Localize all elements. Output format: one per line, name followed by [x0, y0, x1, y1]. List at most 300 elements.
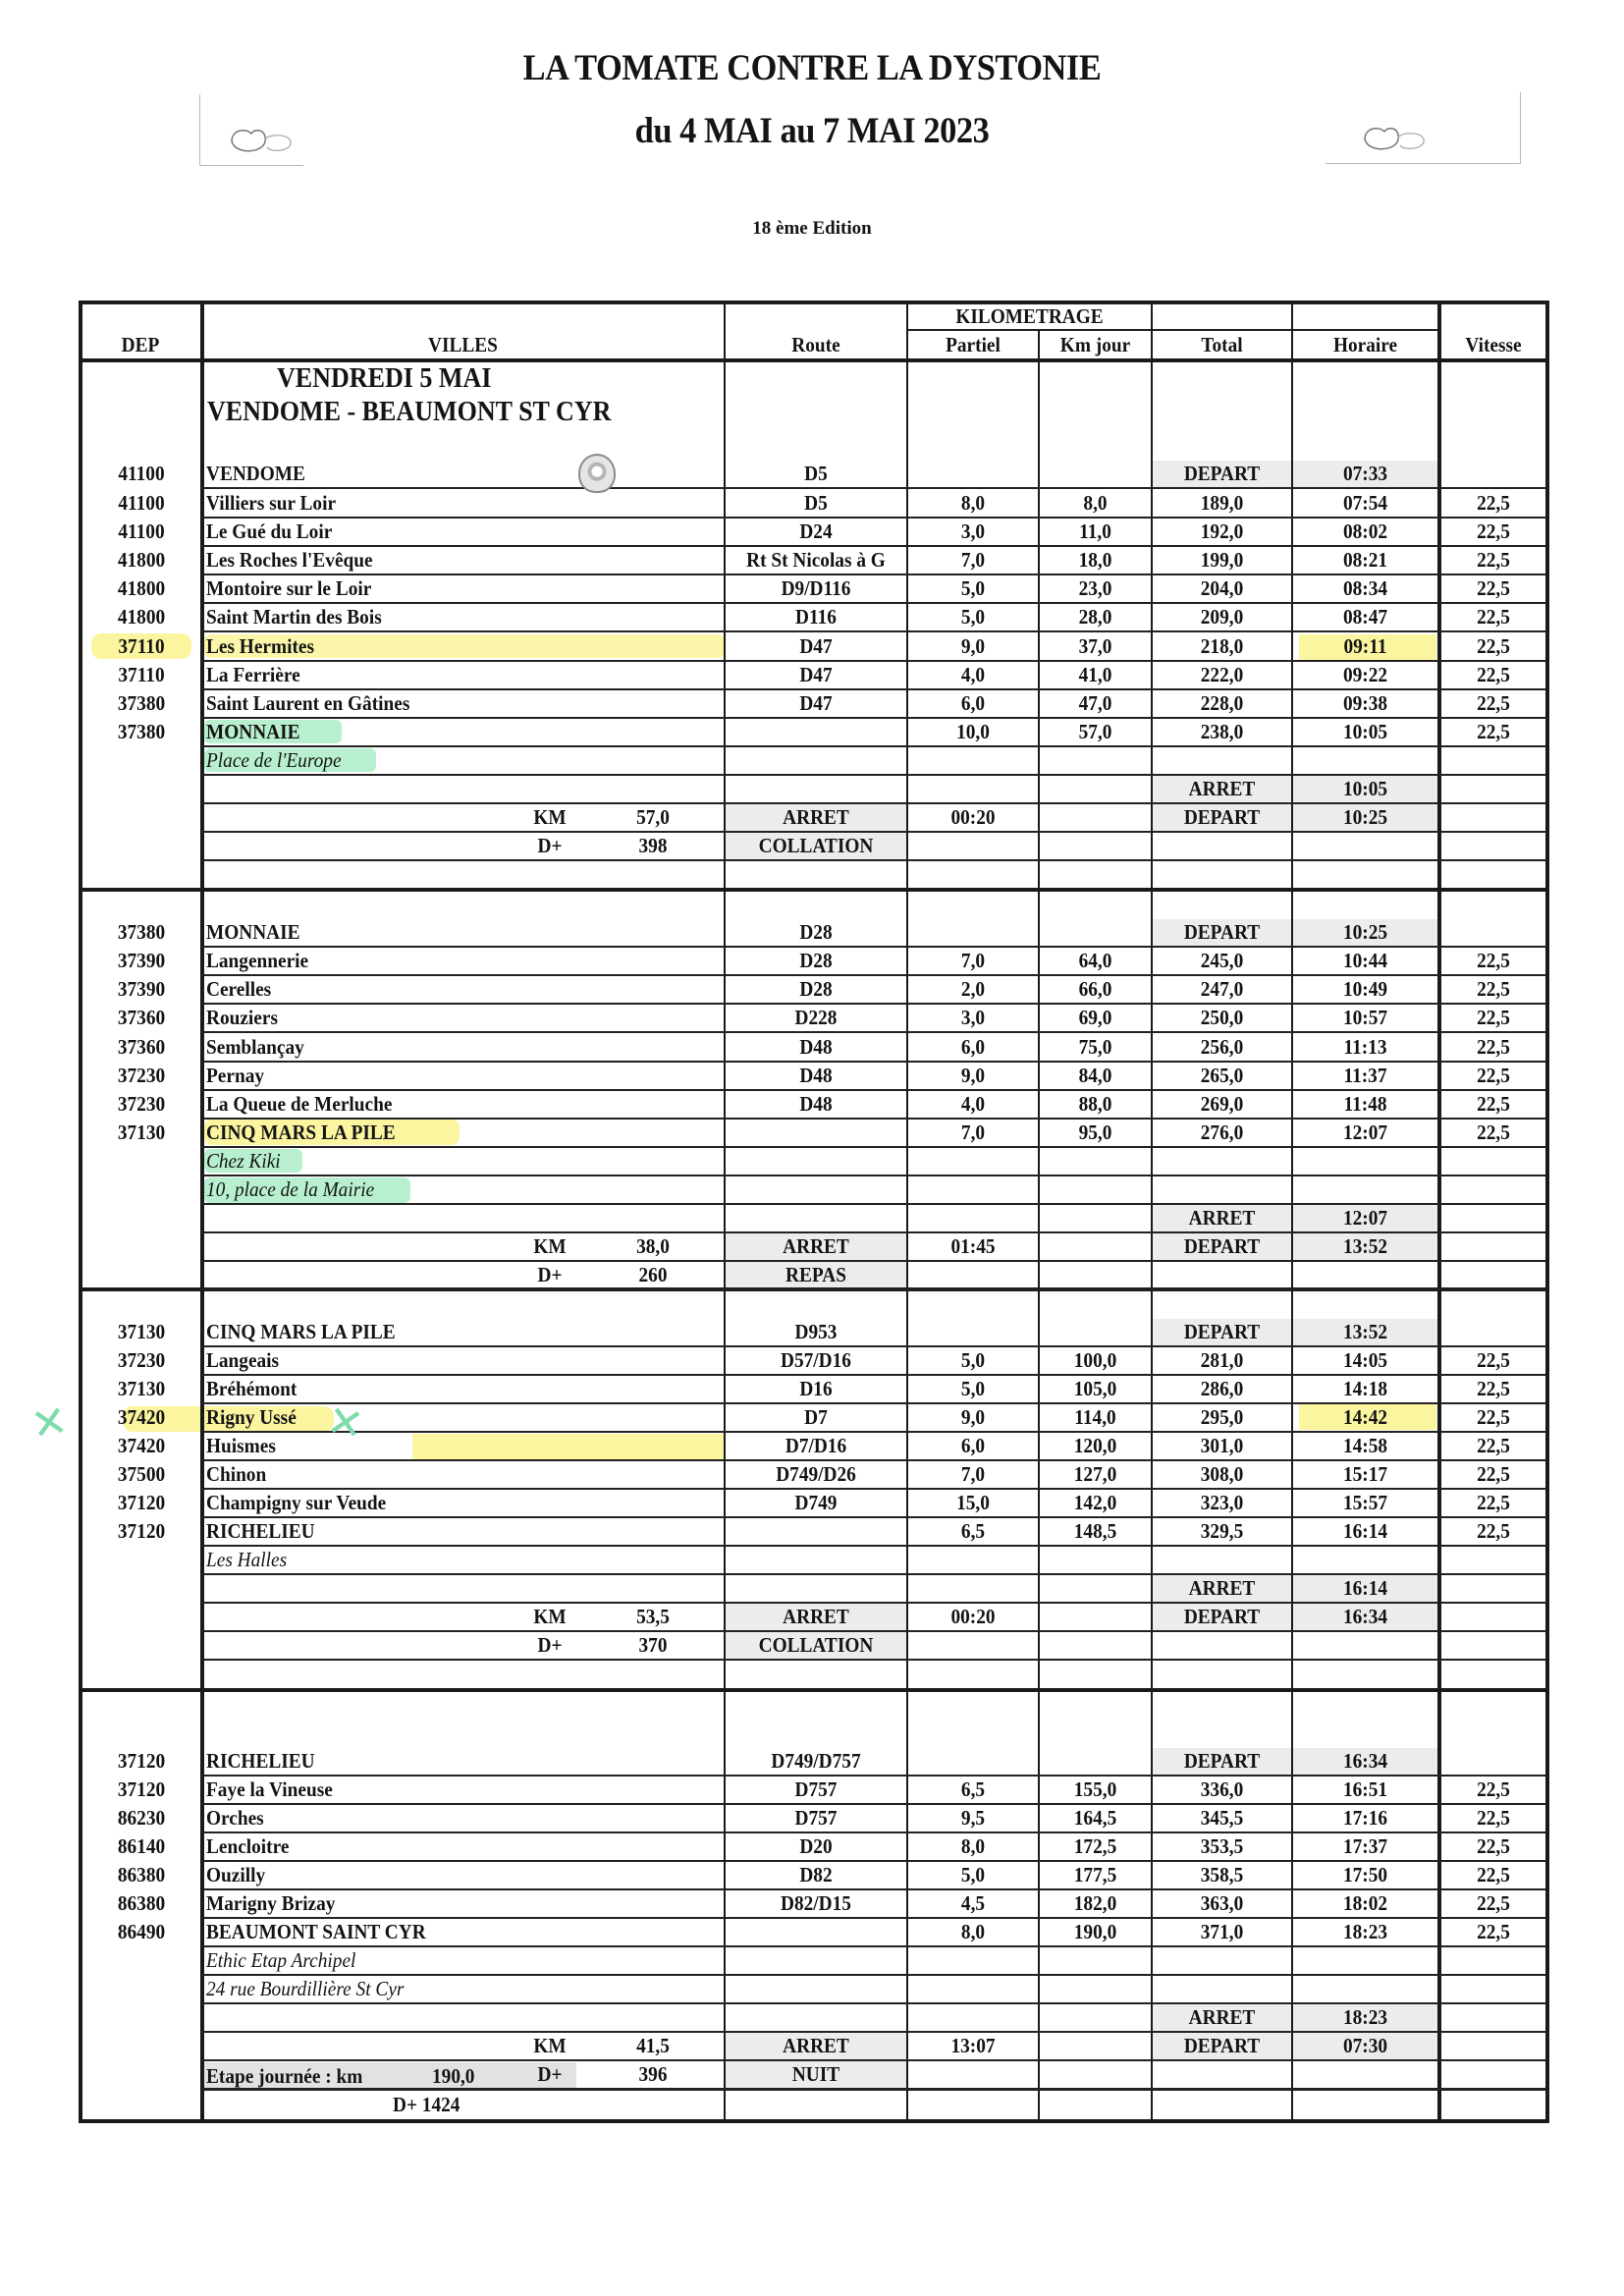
dep-code: 37110 — [118, 663, 165, 686]
vitesse: 22,5 — [1477, 720, 1510, 743]
route — [732, 1120, 898, 1145]
header-route: Route — [791, 333, 840, 356]
depart-label: DEPART — [1183, 805, 1261, 829]
section-separator — [79, 1688, 1549, 1692]
vitesse: 22,5 — [1477, 949, 1510, 972]
stop-reason: COLLATION — [758, 1633, 874, 1657]
horaire: 17:37 — [1342, 1834, 1388, 1858]
horaire: 13:52 — [1342, 1320, 1388, 1343]
row-line — [201, 1545, 1546, 1547]
km-partiel: 2,0 — [960, 977, 986, 1001]
dplus-label: D+ — [537, 834, 563, 857]
km-partiel: 9,5 — [960, 1806, 986, 1830]
ville-name: Huismes — [206, 1434, 276, 1457]
dep-code: 41100 — [118, 519, 165, 543]
route: D749/D26 — [776, 1462, 856, 1486]
row-line — [201, 745, 1546, 747]
km-partiel: 8,0 — [960, 1834, 986, 1858]
arret-label: ARRET — [1188, 1206, 1256, 1230]
ville-name: CINQ MARS LA PILE — [206, 1320, 396, 1343]
horaire: 10:57 — [1342, 1006, 1388, 1029]
km-jour: 28,0 — [1078, 605, 1112, 629]
arret-label: ARRET — [1188, 777, 1256, 800]
route: D47 — [799, 663, 833, 686]
km-partiel: 15,0 — [956, 1491, 990, 1514]
km-total: 295,0 — [1200, 1405, 1244, 1429]
header-total: Total — [1201, 333, 1243, 356]
horaire: 10:25 — [1342, 920, 1388, 944]
vitesse: 22,5 — [1477, 1035, 1510, 1059]
depart-time: 07:30 — [1342, 2034, 1388, 2057]
km-partiel: 5,0 — [960, 1863, 986, 1886]
vitesse: 22,5 — [1477, 1920, 1510, 1943]
arret-time: 16:14 — [1342, 1576, 1388, 1600]
ville-name: Rigny Ussé — [206, 1405, 297, 1429]
km-partiel: 6,5 — [960, 1519, 986, 1543]
km-partiel: 5,0 — [960, 605, 986, 629]
ville-name: Saint Laurent en Gâtines — [206, 691, 410, 715]
vitesse: 22,5 — [1477, 1092, 1510, 1116]
km-jour — [1045, 461, 1147, 486]
km-partiel — [913, 1319, 1032, 1344]
km-total: 353,5 — [1200, 1834, 1244, 1858]
stop-reason: NUIT — [791, 2062, 840, 2086]
ville-name: Le Gué du Loir — [206, 519, 333, 543]
vitesse: 22,5 — [1477, 1064, 1510, 1087]
logo-box-left — [199, 94, 303, 166]
header-vitesse: Vitesse — [1465, 333, 1522, 356]
address-line: Place de l'Europe — [206, 748, 342, 772]
km-label: KM — [533, 2034, 567, 2057]
vitesse: 22,5 — [1477, 519, 1510, 543]
km-total: 222,0 — [1200, 663, 1244, 686]
dep-code: 37380 — [117, 920, 166, 944]
km-jour: 8,0 — [1083, 491, 1108, 515]
stop-duration: 13:07 — [950, 2034, 996, 2057]
dep-code: 37130 — [117, 1320, 166, 1343]
km-total: 199,0 — [1200, 548, 1244, 572]
horaire: 14:18 — [1342, 1377, 1388, 1400]
km-total: 308,0 — [1200, 1462, 1244, 1486]
km-total: 281,0 — [1200, 1348, 1244, 1372]
tomato-icon — [1361, 122, 1430, 155]
route: D47 — [799, 634, 833, 658]
km-partiel: 8,0 — [960, 491, 986, 515]
vitesse: 22,5 — [1477, 1405, 1510, 1429]
horaire: 15:17 — [1342, 1462, 1388, 1486]
km-partiel — [913, 919, 1032, 945]
row-line — [201, 1945, 1546, 1947]
km-total: 204,0 — [1200, 576, 1244, 600]
vitesse: 22,5 — [1477, 491, 1510, 515]
km-total: 345,5 — [1200, 1806, 1244, 1830]
depart-label: DEPART — [1183, 1605, 1261, 1628]
ville-name: Champigny sur Veude — [206, 1491, 387, 1514]
dep-code: 37500 — [117, 1462, 166, 1486]
km-total: 323,0 — [1200, 1491, 1244, 1514]
km-total: 238,0 — [1200, 720, 1244, 743]
horaire: 08:21 — [1342, 548, 1388, 572]
ville-name: Faye la Vineuse — [206, 1777, 333, 1801]
route: D116 — [795, 605, 837, 629]
dplus-value: 260 — [638, 1263, 668, 1286]
row-line — [201, 1175, 1546, 1176]
dep-code: 37230 — [117, 1092, 166, 1116]
km-partiel: 9,0 — [960, 634, 986, 658]
km-jour — [1045, 919, 1147, 945]
km-value: 41,5 — [636, 2034, 670, 2057]
green-x-mark-icon: ✕ — [322, 1395, 368, 1451]
km-jour: 18,0 — [1078, 548, 1112, 572]
row-line — [201, 487, 1546, 489]
vitesse: 22,5 — [1477, 1121, 1510, 1144]
ville-name: Les Hermites — [206, 634, 314, 658]
dep-code: 37120 — [117, 1519, 166, 1543]
km-total: 286,0 — [1200, 1377, 1244, 1400]
vitesse: 22,5 — [1477, 1434, 1510, 1457]
dep-code: 37380 — [117, 720, 166, 743]
ville-name: MONNAIE — [206, 920, 300, 944]
km-partiel: 5,0 — [960, 1377, 986, 1400]
km-total: 269,0 — [1200, 1092, 1244, 1116]
km-partiel: 8,0 — [960, 1920, 986, 1943]
ville-name: CINQ MARS LA PILE — [206, 1121, 396, 1144]
route: Rt St Nicolas à G — [746, 548, 886, 572]
table-border-left — [79, 302, 82, 2123]
km-jour: 41,0 — [1078, 663, 1112, 686]
document-dates: du 4 MAI au 7 MAI 2023 — [634, 111, 990, 151]
km-total: DEPART — [1183, 462, 1261, 485]
dplus-value: 396 — [638, 2062, 668, 2086]
horaire: 14:42 — [1342, 1405, 1388, 1429]
kilometrage-underline — [906, 329, 1438, 331]
dep-code: 37130 — [117, 1377, 166, 1400]
vitesse: 22,5 — [1477, 1006, 1510, 1029]
ville-name: Chinon — [206, 1462, 267, 1486]
dep-code: 41800 — [117, 576, 166, 600]
km-label: KM — [533, 1234, 567, 1258]
km-partiel: 10,0 — [956, 720, 990, 743]
ville-name: Semblançay — [206, 1035, 304, 1059]
route: D28 — [799, 949, 833, 972]
dplus-value: 398 — [638, 834, 668, 857]
horaire: 09:22 — [1342, 663, 1388, 686]
dep-code: 37120 — [117, 1777, 166, 1801]
dep-code: 37120 — [117, 1491, 166, 1514]
ville-name: Pernay — [206, 1064, 265, 1087]
ville-name: VENDOME — [206, 462, 305, 485]
km-partiel: 9,0 — [960, 1405, 986, 1429]
ville-name: Les Roches l'Evêque — [206, 548, 373, 572]
dep-code: 37390 — [117, 949, 166, 972]
ville-name: Langeais — [206, 1348, 280, 1372]
row-line — [201, 2089, 1546, 2091]
km-partiel: 7,0 — [960, 548, 986, 572]
km-partiel: 7,0 — [960, 1121, 986, 1144]
horaire: 11:48 — [1343, 1092, 1387, 1116]
header-horaire: Horaire — [1332, 333, 1398, 356]
horaire: 17:50 — [1342, 1863, 1388, 1886]
route: D82/D15 — [781, 1891, 851, 1915]
km-jour: 57,0 — [1078, 720, 1112, 743]
km-jour: 190,0 — [1073, 1920, 1117, 1943]
km-partiel: 6,0 — [960, 691, 986, 715]
row-line — [201, 1146, 1546, 1148]
km-partiel: 3,0 — [960, 1006, 986, 1029]
km-total: 218,0 — [1200, 634, 1244, 658]
horaire: 17:16 — [1342, 1806, 1388, 1830]
ville-name: Lencloitre — [206, 1834, 290, 1858]
vitesse: 22,5 — [1477, 663, 1510, 686]
km-jour: 127,0 — [1073, 1462, 1117, 1486]
ville-name: Rouziers — [206, 1006, 278, 1029]
horaire: 16:14 — [1342, 1519, 1388, 1543]
km-partiel — [913, 461, 1032, 486]
route: D82 — [799, 1863, 833, 1886]
km-partiel: 4,0 — [960, 1092, 986, 1116]
highlight-huismes — [412, 1434, 724, 1459]
address-line: Les Halles — [206, 1548, 288, 1571]
route: D7/D16 — [785, 1434, 847, 1457]
km-jour — [1045, 1748, 1147, 1774]
ville-name: Cerelles — [206, 977, 272, 1001]
km-partiel: 4,5 — [960, 1891, 986, 1915]
vitesse: 22,5 — [1477, 1377, 1510, 1400]
dplus-label: D+ — [537, 1633, 563, 1657]
route: D757 — [794, 1777, 838, 1801]
edition-label: 18 ème Edition — [752, 218, 872, 239]
km-total: 192,0 — [1200, 519, 1244, 543]
stop-type: ARRET — [783, 1605, 849, 1628]
km-total: 363,0 — [1200, 1891, 1244, 1915]
horaire: 12:07 — [1342, 1121, 1388, 1144]
dep-code: 37130 — [117, 1121, 166, 1144]
dep-code: 37120 — [117, 1749, 166, 1773]
vitesse: 22,5 — [1477, 634, 1510, 658]
km-label: KM — [533, 1605, 567, 1628]
km-total: 336,0 — [1200, 1777, 1244, 1801]
route: D57/D16 — [781, 1348, 851, 1372]
header-partiel: Partiel — [946, 333, 1001, 356]
km-value: 57,0 — [636, 805, 670, 829]
km-jour: 172,5 — [1073, 1834, 1117, 1858]
route: D28 — [799, 977, 833, 1001]
km-total: 371,0 — [1200, 1920, 1244, 1943]
horaire: 10:05 — [1342, 720, 1388, 743]
horaire: 07:33 — [1342, 462, 1388, 485]
dep-code: 41100 — [118, 491, 165, 515]
dep-code: 86380 — [117, 1891, 166, 1915]
day-route-title: VENDOME - BEAUMONT ST CYR — [207, 397, 612, 427]
ville-name: Ouzilly — [206, 1863, 266, 1886]
vitesse: 22,5 — [1477, 1834, 1510, 1858]
header-villes: VILLES — [428, 333, 498, 356]
km-jour: 84,0 — [1078, 1064, 1112, 1087]
dep-code: 37420 — [117, 1434, 166, 1457]
logo-box-right — [1326, 92, 1521, 164]
km-total: 256,0 — [1200, 1035, 1244, 1059]
km-total: DEPART — [1183, 920, 1261, 944]
vitesse: 22,5 — [1477, 1891, 1510, 1915]
horaire: 11:13 — [1343, 1035, 1387, 1059]
dep-code: 37380 — [117, 691, 166, 715]
address-line: 10, place de la Mairie — [206, 1177, 375, 1201]
km-jour: 88,0 — [1078, 1092, 1112, 1116]
route — [732, 1518, 898, 1544]
km-jour: 100,0 — [1073, 1348, 1117, 1372]
route — [732, 719, 898, 744]
km-total: DEPART — [1183, 1749, 1261, 1773]
km-total: 228,0 — [1200, 691, 1244, 715]
horaire: 14:58 — [1342, 1434, 1388, 1457]
km-total: 250,0 — [1200, 1006, 1244, 1029]
km-partiel: 9,0 — [960, 1064, 986, 1087]
km-jour: 182,0 — [1073, 1891, 1117, 1915]
address-line: Ethic Etap Archipel — [206, 1948, 356, 1972]
km-jour: 75,0 — [1078, 1035, 1112, 1059]
route: D16 — [799, 1377, 833, 1400]
km-partiel: 5,0 — [960, 576, 986, 600]
day-title: VENDREDI 5 MAI — [277, 363, 492, 394]
vitesse — [1445, 1748, 1542, 1774]
ville-name: BEAUMONT SAINT CYR — [206, 1920, 426, 1943]
km-partiel: 4,0 — [960, 663, 986, 686]
route: D5 — [804, 491, 828, 515]
horaire: 10:44 — [1342, 949, 1388, 972]
dep-code: 41800 — [117, 548, 166, 572]
row-line — [201, 1659, 1546, 1661]
ville-name: Villiers sur Loir — [206, 491, 337, 515]
stop-type: ARRET — [783, 805, 849, 829]
route: D48 — [799, 1035, 833, 1059]
section-separator — [79, 888, 1549, 892]
horaire: 09:11 — [1343, 634, 1387, 658]
km-jour: 177,5 — [1073, 1863, 1117, 1886]
col-line-partiel — [1038, 330, 1040, 2121]
table-border-top — [79, 301, 1549, 304]
ville-name: Saint Martin des Bois — [206, 605, 382, 629]
depart-time: 16:34 — [1342, 1605, 1388, 1628]
lions-club-emblem-icon — [578, 454, 616, 493]
horaire: 18:23 — [1342, 1920, 1388, 1943]
vitesse: 22,5 — [1477, 977, 1510, 1001]
dep-code: 86490 — [117, 1920, 166, 1943]
stop-reason: REPAS — [785, 1263, 846, 1286]
km-jour: 155,0 — [1073, 1777, 1117, 1801]
ville-name: Montoire sur le Loir — [206, 576, 372, 600]
km-partiel: 7,0 — [960, 1462, 986, 1486]
km-partiel: 3,0 — [960, 519, 986, 543]
stop-type: ARRET — [783, 2034, 849, 2057]
dep-code: 37360 — [117, 1006, 166, 1029]
km-total: 245,0 — [1200, 949, 1244, 972]
route: D228 — [794, 1006, 838, 1029]
vitesse: 22,5 — [1477, 576, 1510, 600]
km-jour: 148,5 — [1073, 1519, 1117, 1543]
km-partiel: 5,0 — [960, 1348, 986, 1372]
vitesse: 22,5 — [1477, 605, 1510, 629]
arret-time: 10:05 — [1342, 777, 1388, 800]
dplus-label: D+ — [537, 1263, 563, 1286]
km-total: 247,0 — [1200, 977, 1244, 1001]
ville-name: La Queue de Merluche — [206, 1092, 393, 1116]
ville-name: MONNAIE — [206, 720, 300, 743]
km-jour: 105,0 — [1073, 1377, 1117, 1400]
km-jour: 64,0 — [1078, 949, 1112, 972]
ville-name: Orches — [206, 1806, 264, 1830]
row-line — [201, 1288, 1546, 1290]
green-x-mark-icon: ✕ — [27, 1395, 72, 1451]
row-line — [201, 630, 1546, 632]
km-jour: 23,0 — [1078, 576, 1112, 600]
km-jour: 37,0 — [1078, 634, 1112, 658]
dep-code: 37390 — [117, 977, 166, 1001]
horaire: 10:49 — [1342, 977, 1388, 1001]
vitesse — [1445, 1319, 1542, 1344]
km-jour: 142,0 — [1073, 1491, 1117, 1514]
ville-name: RICHELIEU — [206, 1749, 315, 1773]
km-label: KM — [533, 805, 567, 829]
ville-name: Langennerie — [206, 949, 309, 972]
route: D7 — [804, 1405, 828, 1429]
km-value: 38,0 — [636, 1234, 670, 1258]
vitesse: 22,5 — [1477, 1491, 1510, 1514]
km-partiel: 6,0 — [960, 1035, 986, 1059]
km-total: 189,0 — [1200, 491, 1244, 515]
horaire: 08:47 — [1342, 605, 1388, 629]
horaire: 15:57 — [1342, 1491, 1388, 1514]
route: D20 — [799, 1834, 833, 1858]
vitesse: 22,5 — [1477, 1348, 1510, 1372]
vitesse: 22,5 — [1477, 691, 1510, 715]
km-jour: 66,0 — [1078, 977, 1112, 1001]
dep-code: 37360 — [117, 1035, 166, 1059]
km-total: 265,0 — [1200, 1064, 1244, 1087]
route: D9/D116 — [781, 576, 851, 600]
horaire: 11:37 — [1343, 1064, 1387, 1087]
arret-time: 18:23 — [1342, 2005, 1388, 2029]
route: D48 — [799, 1064, 833, 1087]
ville-name: Marigny Brizay — [206, 1891, 336, 1915]
address-line: Chez Kiki — [206, 1149, 281, 1173]
km-jour — [1045, 1319, 1147, 1344]
route: D749/D757 — [771, 1749, 861, 1773]
vitesse: 22,5 — [1477, 1806, 1510, 1830]
km-jour: 47,0 — [1078, 691, 1112, 715]
stop-reason: COLLATION — [758, 834, 874, 857]
table-border-right — [1545, 302, 1549, 2123]
route: D5 — [804, 462, 828, 485]
horaire: 18:02 — [1342, 1891, 1388, 1915]
address-line: 24 rue Bourdillière St Cyr — [206, 1977, 405, 2000]
horaire: 08:02 — [1342, 519, 1388, 543]
route: D749 — [794, 1491, 838, 1514]
km-jour: 120,0 — [1073, 1434, 1117, 1457]
dplus-label: D+ — [537, 2062, 563, 2086]
km-total: DEPART — [1183, 1320, 1261, 1343]
stop-duration: 00:20 — [950, 1605, 996, 1628]
dep-code: 37230 — [117, 1348, 166, 1372]
vitesse: 22,5 — [1477, 548, 1510, 572]
km-jour: 114,0 — [1074, 1405, 1116, 1429]
km-total: 276,0 — [1200, 1121, 1244, 1144]
header-dep: DEP — [121, 333, 160, 356]
vitesse: 22,5 — [1477, 1519, 1510, 1543]
horaire: 16:51 — [1342, 1777, 1388, 1801]
horaire: 09:38 — [1342, 691, 1388, 715]
depart-time: 13:52 — [1342, 1234, 1388, 1258]
route: D24 — [799, 519, 833, 543]
